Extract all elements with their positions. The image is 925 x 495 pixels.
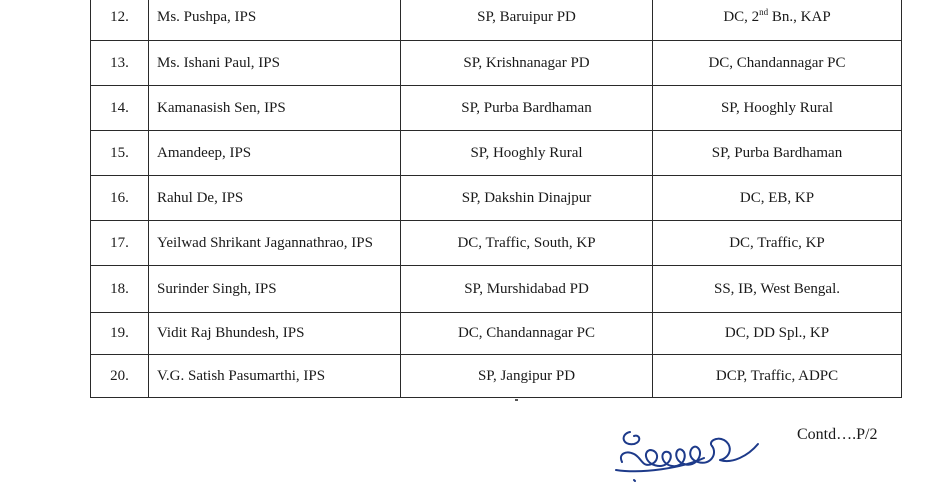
officer-name: V.G. Satish Pasumarthi, IPS [149, 355, 401, 398]
officer-name: Rahul De, IPS [149, 176, 401, 221]
present-posting: SP, Krishnanagar PD [401, 41, 653, 86]
continued-note: Contd….P/2 [797, 426, 878, 443]
officer-name: Amandeep, IPS [149, 131, 401, 176]
serial-number: 19. [91, 313, 149, 355]
new-posting: DC, EB, KP [653, 176, 902, 221]
signature-icon [612, 424, 762, 494]
new-posting: SP, Hooghly Rural [653, 86, 902, 131]
serial-number: 20. [91, 355, 149, 398]
new-posting-part: Bn., KAP [768, 9, 831, 25]
table-row [91, 313, 902, 355]
table-row [91, 0, 902, 41]
present-posting: SP, Purba Bardhaman [401, 86, 653, 131]
new-posting: DCP, Traffic, ADPC [653, 355, 902, 398]
officer-name: Yeilwad Shrikant Jagannathrao, IPS [149, 221, 401, 266]
officer-name: Surinder Singh, IPS [149, 266, 401, 313]
serial-number: 14. [91, 86, 149, 131]
new-posting: DC, Traffic, KP [653, 221, 902, 266]
new-posting [653, 0, 902, 41]
serial-number: 17. [91, 221, 149, 266]
table-row [91, 131, 902, 176]
new-posting: DC, DD Spl., KP [653, 313, 902, 355]
transfer-list-table [90, 0, 902, 398]
present-posting: DC, Traffic, South, KP [401, 221, 653, 266]
table-row [91, 86, 902, 131]
serial-number: 15. [91, 131, 149, 176]
serial-number: 16. [91, 176, 149, 221]
present-posting: SP, Dakshin Dinajpur [401, 176, 653, 221]
serial-number: 12. [91, 0, 149, 41]
officer-name: Ms. Ishani Paul, IPS [149, 41, 401, 86]
present-posting: SP, Hooghly Rural [401, 131, 653, 176]
officer-name: Kamanasish Sen, IPS [149, 86, 401, 131]
present-posting: SP, Murshidabad PD [401, 266, 653, 313]
present-posting: DC, Chandannagar PC [401, 313, 653, 355]
present-posting: SP, Jangipur PD [401, 355, 653, 398]
new-posting: SP, Purba Bardhaman [653, 131, 902, 176]
new-posting-part: DC, 2 [723, 9, 760, 25]
scan-speck [515, 399, 518, 401]
table-row [91, 176, 902, 221]
table-row [91, 221, 902, 266]
serial-number: 18. [91, 266, 149, 313]
ordinal-suffix: nd [759, 7, 769, 17]
table-row [91, 41, 902, 86]
officer-name: Ms. Pushpa, IPS [149, 0, 401, 41]
officer-name: Vidit Raj Bhundesh, IPS [149, 313, 401, 355]
present-posting: SP, Baruipur PD [401, 0, 653, 41]
table-row [91, 355, 902, 398]
new-posting: DC, Chandannagar PC [653, 41, 902, 86]
serial-number: 13. [91, 41, 149, 86]
table-row [91, 266, 902, 313]
new-posting: SS, IB, West Bengal. [653, 266, 902, 313]
